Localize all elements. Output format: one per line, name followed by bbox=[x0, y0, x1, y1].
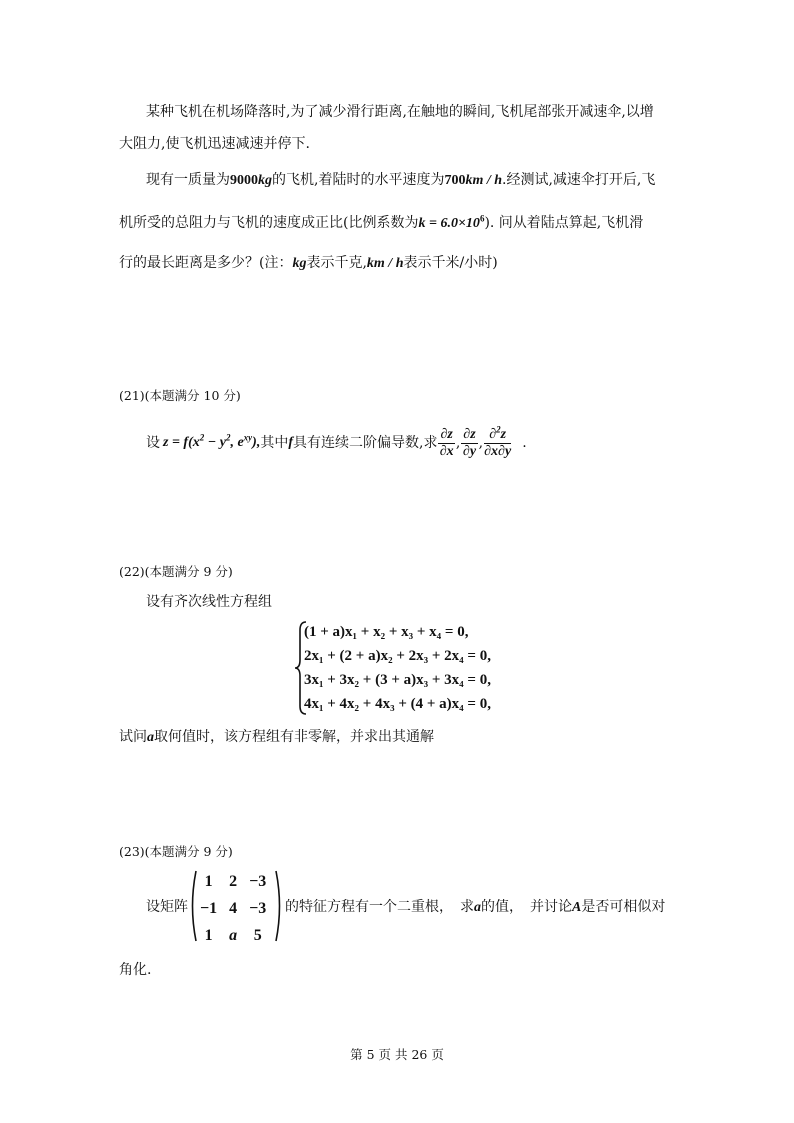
equation-4: 4x₁ + 4x₂ + 4x₃ + (4 + a)x₄ = 0, bbox=[304, 696, 491, 712]
equation-1: (1 + a)x₁ + x₂ + x₃ + x₄ = 0, bbox=[304, 624, 469, 640]
matrix-cell: 1 bbox=[204, 872, 213, 890]
matrix-cell: −3 bbox=[249, 872, 267, 890]
intro-line-2: 大阻力,使飞机迅速减速并停下. bbox=[119, 136, 310, 152]
equation-system bbox=[304, 620, 491, 716]
q23-header: (23)(本题满分 9 分) bbox=[119, 844, 233, 859]
matrix-cell: 1 bbox=[204, 926, 213, 944]
equation-2: 2x₁ + (2 + a)x₂ + 2x₃ + 2x₄ = 0, bbox=[304, 648, 491, 664]
q23-text-rest: 的特征方程有一个二重根， 求a的值， 并讨论A是否可相似对 bbox=[285, 899, 666, 915]
matrix-cell: 5 bbox=[253, 926, 262, 944]
matrix-cell: −1 bbox=[200, 899, 218, 917]
matrix-cell: 2 bbox=[229, 872, 238, 890]
matrix-cell: 4 bbox=[229, 899, 238, 917]
matrix-right-paren bbox=[274, 870, 284, 942]
q22-intro: 设有齐次线性方程组 bbox=[146, 594, 272, 610]
intro-line-1: 某种飞机在机场降落时,为了减少滑行距离,在触地的瞬间,飞机尾部张开减速伞,以增 bbox=[146, 104, 654, 120]
matrix-cell: −3 bbox=[249, 899, 267, 917]
q22-question: 试问a取何值时，该方程组有非零解，并求出其通解 bbox=[119, 729, 434, 745]
dz-dx-fraction: $\frac{\partial z}{\partial x}$ bbox=[439, 426, 454, 459]
intro-line-5: 行的最长距离是多少？(注：kg表示千克,km / h表示千米/小时) bbox=[119, 255, 498, 271]
q21-header: (21)(本题满分 10 分) bbox=[119, 388, 241, 403]
q21-body: 设 $z = f(x^2 - y^2$, $e^{xy}$), 其中 f 具有连续二阶偏导数,求 $\frac{\partial z}{\partial x}$ , $\frac{\partial z}{\partial y}$ , $\frac{\partial^2z}{\partial x\partial y}$ . bbox=[146, 423, 527, 459]
q22-header: (22)(本题满分 9 分) bbox=[119, 564, 233, 579]
intro-line-3: 现有一质量为9000kg的飞机,着陆时的水平速度为700km / h.经测试,减速伞打开后,飞 bbox=[146, 172, 656, 188]
q23-line-2: 角化. bbox=[119, 962, 152, 978]
dz-dy-fraction: $\frac{\partial z}{\partial y}$ bbox=[462, 426, 477, 459]
page-footer: 第 5 页 共 26 页 bbox=[350, 1047, 444, 1062]
intro-line-4: 机所受的总阻力与飞机的速度成正比(比例系数为$k = 6.0\times 10^6$). 问从着陆点算起,飞机滑 bbox=[119, 213, 644, 231]
q23-text-prefix: 设矩阵 bbox=[146, 899, 188, 915]
matrix-cell: a bbox=[229, 926, 238, 944]
equation-3: 3x₁ + 3x₂ + (3 + a)x₃ + 3x₄ = 0, bbox=[304, 672, 491, 688]
d2z-dxdy-fraction: $\frac{\partial^2z}{\partial x\partial y}$ bbox=[484, 423, 512, 459]
matrix-a bbox=[188, 870, 284, 942]
